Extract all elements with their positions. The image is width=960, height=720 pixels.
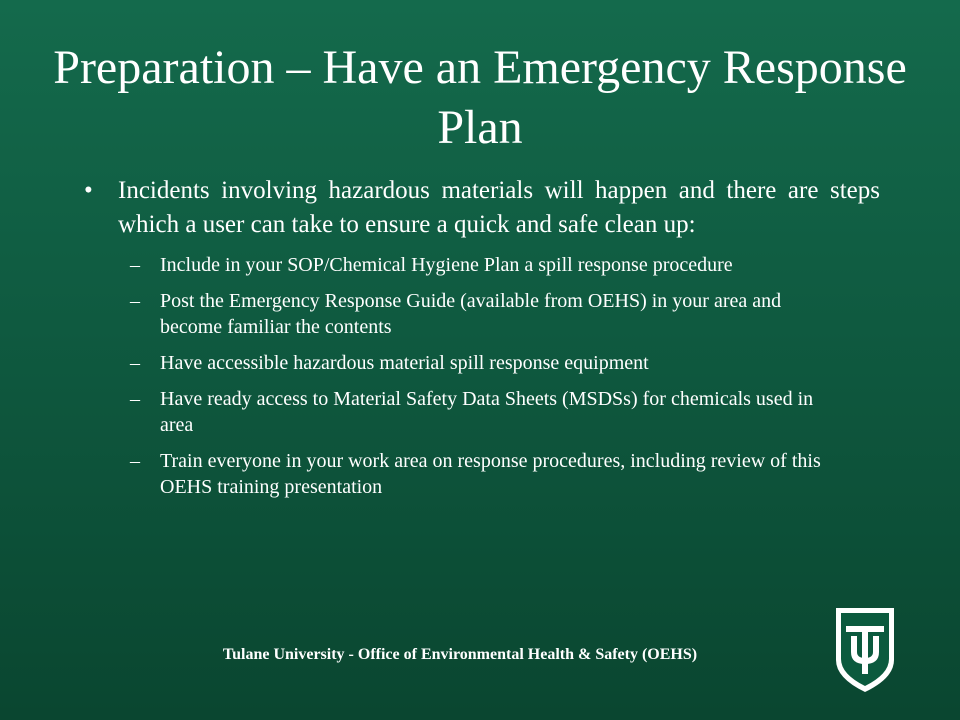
sub-bullet-item: [80, 252, 840, 278]
sub-bullet-text: Have accessible hazardous material spill response equipment: [160, 352, 649, 374]
bullet-marker: •: [84, 177, 93, 204]
sub-bullet-text: Post the Emergency Response Guide (available from OEHS) in your area and become familiar the contents: [160, 290, 782, 338]
main-bullet: [80, 174, 880, 242]
dash-marker: –: [130, 290, 140, 312]
sub-bullet-item: [80, 350, 840, 376]
main-bullet-text: Incidents involving hazardous materials will happen and there are steps which a user can take to ensure a quick and safe clean up:: [118, 177, 880, 238]
slide-content: [80, 174, 880, 510]
dash-marker: –: [130, 450, 140, 472]
sub-bullet-item: [80, 288, 840, 340]
dash-marker: –: [130, 388, 140, 410]
dash-marker: –: [130, 352, 140, 374]
slide-title: Preparation – Have an Emergency Response Plan: [53, 41, 907, 154]
sub-bullet-text: Include in your SOP/Chemical Hygiene Plan a spill response procedure: [160, 254, 733, 276]
sub-bullet-item: [80, 448, 840, 500]
sub-bullet-text: Train everyone in your work area on response procedures, including review of this OEHS training presentation: [160, 450, 821, 498]
dash-marker: –: [130, 254, 140, 276]
sub-bullet-list: [80, 252, 880, 500]
sub-bullet-text: Have ready access to Material Safety Data Sheets (MSDSs) for chemicals used in area: [160, 388, 814, 436]
footer-text: Tulane University - Office of Environmental Health & Safety (OEHS): [222, 646, 698, 663]
sub-bullet-item: [80, 386, 840, 438]
tulane-shield-logo-icon: [834, 606, 896, 694]
